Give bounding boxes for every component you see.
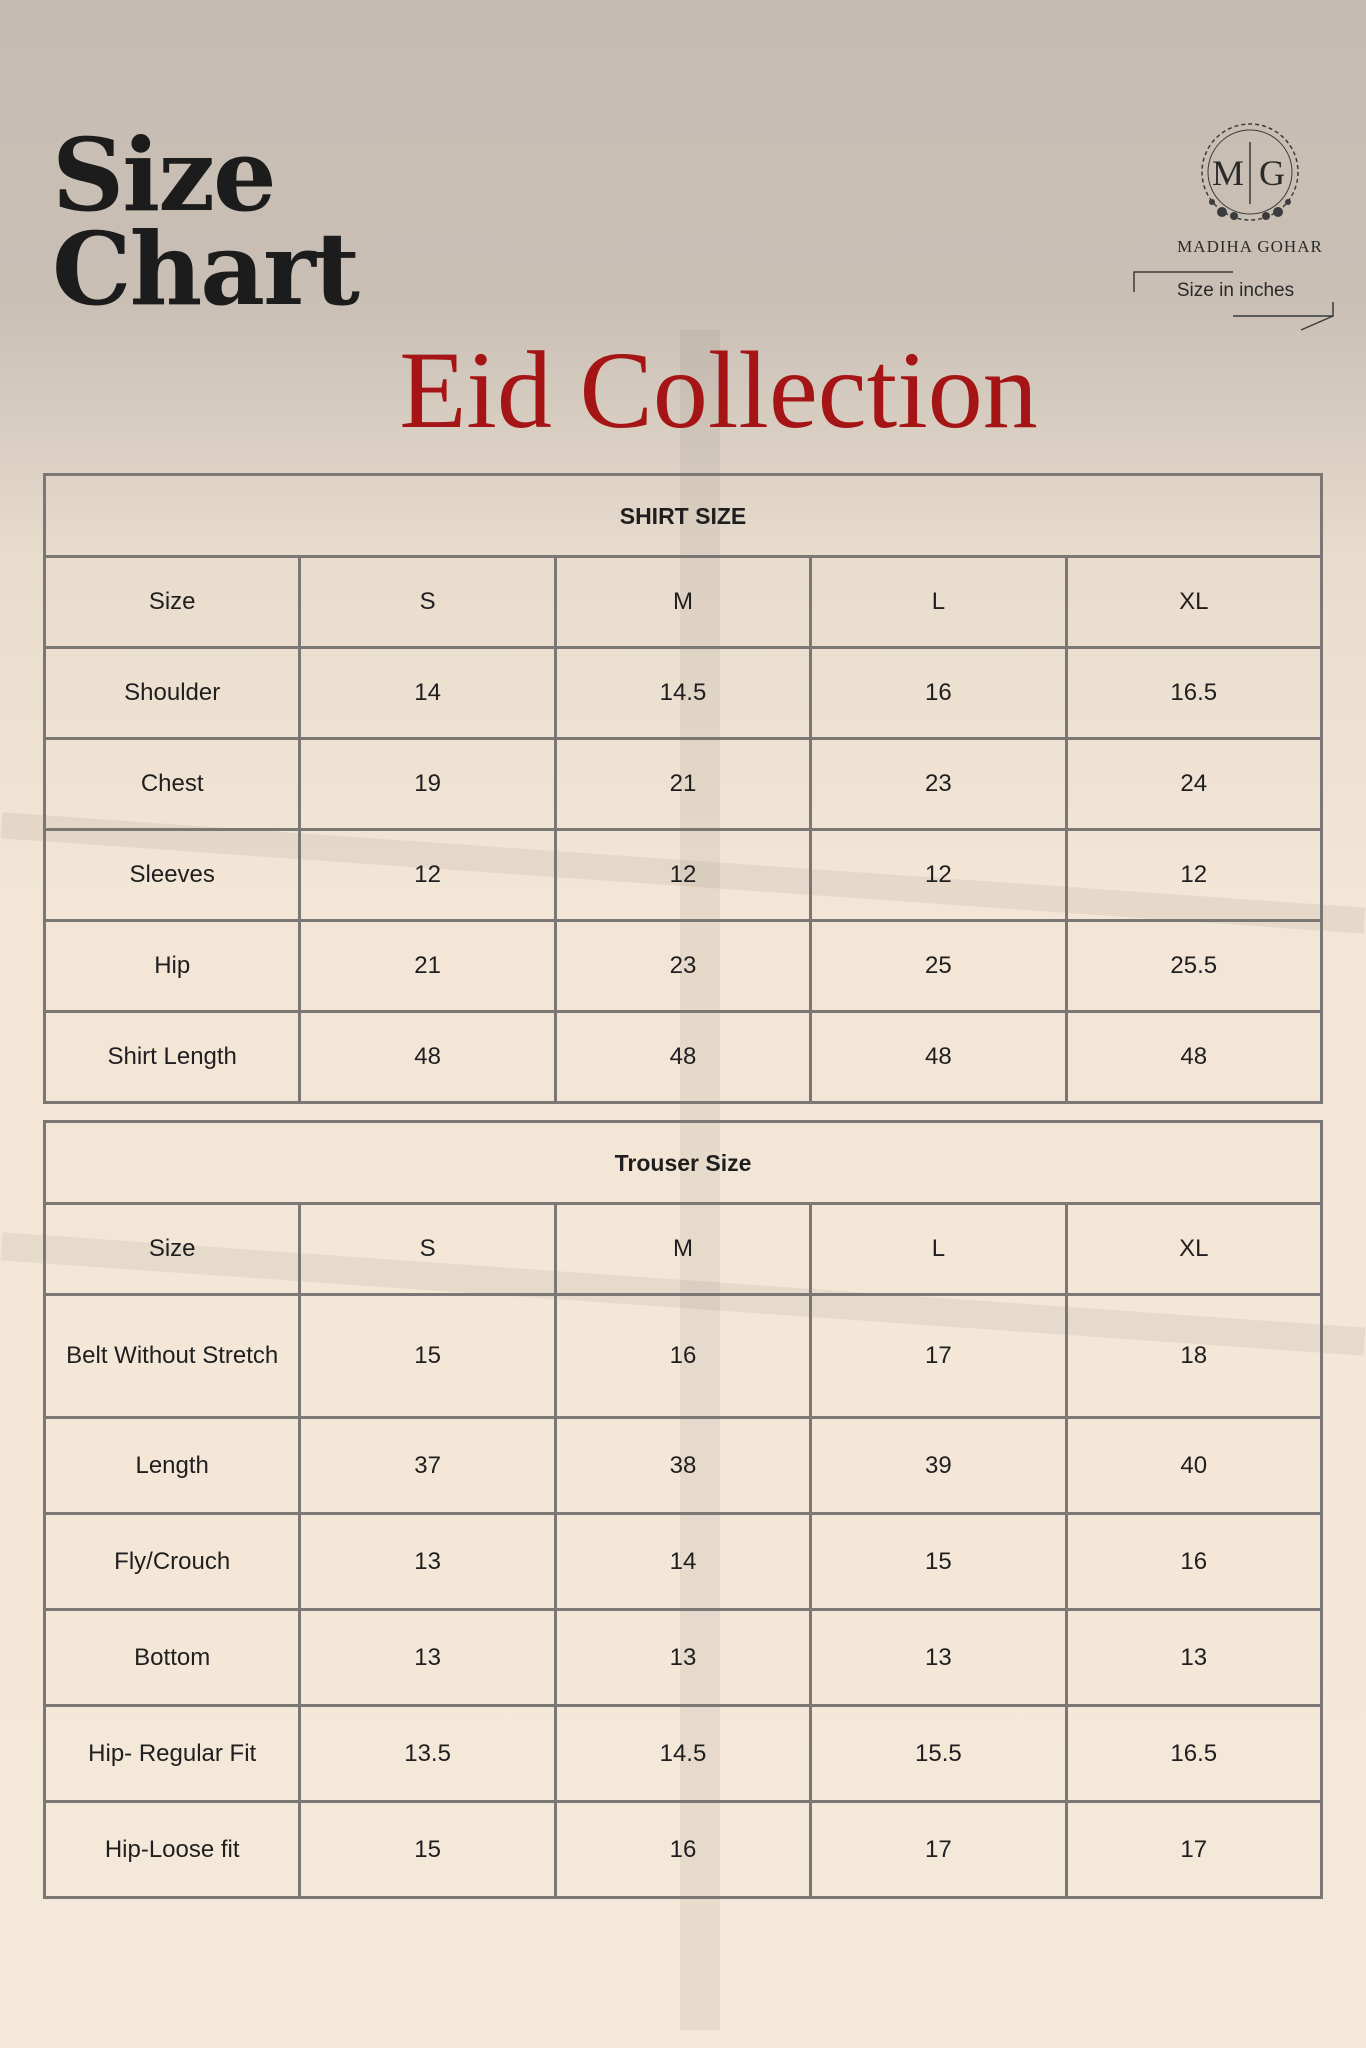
table-cell: 15 (811, 1514, 1066, 1610)
table-row (45, 648, 1322, 739)
table-cell: 15 (300, 1295, 555, 1418)
table-row (45, 1514, 1322, 1610)
table-cell: 12 (555, 830, 810, 921)
collection-headline: Eid Collection (399, 329, 1038, 451)
brand-name: MADIHA GOHAR (1177, 237, 1323, 256)
header-cell: XL (1066, 1204, 1321, 1295)
header-cell: S (300, 557, 555, 648)
table-cell: 13 (300, 1610, 555, 1706)
row-label: Fly/Crouch (45, 1514, 300, 1610)
header-cell: S (300, 1204, 555, 1295)
row-label: Sleeves (45, 830, 300, 921)
table-cell: 16.5 (1066, 648, 1321, 739)
table-cell: 16 (1066, 1514, 1321, 1610)
table-row (45, 830, 1322, 921)
monogram-right: G (1259, 153, 1285, 193)
table-cell: 12 (300, 830, 555, 921)
table-cell: 15.5 (811, 1706, 1066, 1802)
table-cell: 39 (811, 1418, 1066, 1514)
title-line-2: Chart (52, 210, 358, 328)
table-row (45, 1295, 1322, 1418)
table-cell: 19 (300, 739, 555, 830)
table-cell: 25 (811, 921, 1066, 1012)
table-cell: 12 (811, 830, 1066, 921)
table-cell: 12 (1066, 830, 1321, 921)
size-unit-text: Size in inches (1176, 280, 1295, 301)
table-cell: 13.5 (300, 1706, 555, 1802)
header-cell: L (811, 1204, 1066, 1295)
row-label: Bottom (45, 1610, 300, 1706)
table-row (45, 1802, 1322, 1898)
row-label: Belt Without Stretch (45, 1295, 300, 1418)
table-cell: 13 (1066, 1610, 1321, 1706)
table-header-row (45, 1204, 1322, 1295)
table-row (45, 1706, 1322, 1802)
table-cell: 13 (300, 1514, 555, 1610)
table-cell: 48 (555, 1012, 810, 1103)
table-row (45, 1610, 1322, 1706)
table-cell: 17 (811, 1295, 1066, 1418)
table-cell: 14.5 (555, 648, 810, 739)
table-row (45, 1012, 1322, 1103)
table-title: SHIRT SIZE (45, 475, 1322, 557)
row-label: Shirt Length (45, 1012, 300, 1103)
table-cell: 48 (1066, 1012, 1321, 1103)
table-cell: 38 (555, 1418, 810, 1514)
header-cell: Size (45, 1204, 300, 1295)
table-row (45, 1418, 1322, 1514)
table-cell: 23 (555, 921, 810, 1012)
title-line-1: Size (52, 116, 275, 234)
table-cell: 13 (811, 1610, 1066, 1706)
page-title (52, 116, 358, 328)
table-cell: 48 (811, 1012, 1066, 1103)
table-cell: 14 (300, 648, 555, 739)
table-header-row (45, 557, 1322, 648)
table-cell: 17 (1066, 1802, 1321, 1898)
table-cell: 25.5 (1066, 921, 1321, 1012)
header-cell: XL (1066, 557, 1321, 648)
brand-logo (1160, 112, 1340, 262)
header-cell: M (555, 557, 810, 648)
row-label: Shoulder (45, 648, 300, 739)
size-unit-note (1133, 270, 1338, 332)
table-cell: 13 (555, 1610, 810, 1706)
table-cell: 14 (555, 1514, 810, 1610)
row-label: Hip- Regular Fit (45, 1706, 300, 1802)
table-cell: 23 (811, 739, 1066, 830)
row-label: Hip (45, 921, 300, 1012)
table-cell: 24 (1066, 739, 1321, 830)
table-row (45, 921, 1322, 1012)
table-cell: 21 (300, 921, 555, 1012)
header-cell: L (811, 557, 1066, 648)
header-cell: M (555, 1204, 810, 1295)
table-cell: 16 (811, 648, 1066, 739)
row-label: Length (45, 1418, 300, 1514)
table-cell: 18 (1066, 1295, 1321, 1418)
table-cell: 15 (300, 1802, 555, 1898)
monogram-left: M (1211, 153, 1245, 193)
table-cell: 21 (555, 739, 810, 830)
table-cell: 17 (811, 1802, 1066, 1898)
shirt-size-table (43, 473, 1323, 1104)
table-cell: 14.5 (555, 1706, 810, 1802)
table-cell: 40 (1066, 1418, 1321, 1514)
table-row (45, 739, 1322, 830)
header-cell: Size (45, 557, 300, 648)
row-label: Chest (45, 739, 300, 830)
table-cell: 16 (555, 1802, 810, 1898)
row-label: Hip-Loose fit (45, 1802, 300, 1898)
table-cell: 16 (555, 1295, 810, 1418)
trouser-size-table (43, 1120, 1323, 1899)
table-cell: 48 (300, 1012, 555, 1103)
table-cell: 37 (300, 1418, 555, 1514)
table-cell: 16.5 (1066, 1706, 1321, 1802)
table-title: Trouser Size (45, 1122, 1322, 1204)
